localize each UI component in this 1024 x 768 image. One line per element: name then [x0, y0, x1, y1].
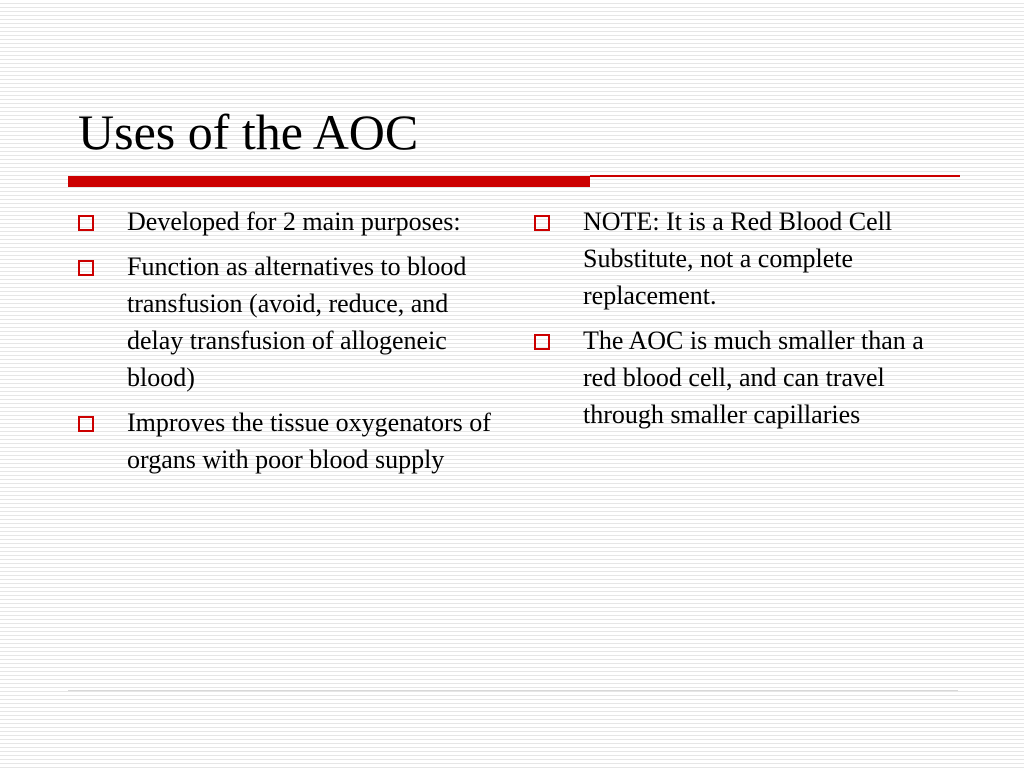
bullet-text: Improves the tissue oxygenators of organs with poor blood supply — [127, 408, 491, 474]
bullet-text: Function as alternatives to blood transfusion (avoid, reduce, and delay transfusion of allogeneic blood) — [127, 252, 467, 392]
hollow-square-bullet-icon — [534, 215, 550, 231]
hollow-square-bullet-icon — [534, 334, 550, 350]
bullet-item — [532, 203, 962, 314]
bullet-item — [76, 404, 506, 478]
hollow-square-bullet-icon — [78, 215, 94, 231]
hollow-square-bullet-icon — [78, 260, 94, 276]
left-bullet-list — [76, 203, 506, 486]
title-underline-thick — [68, 176, 590, 187]
title-underline-thin — [590, 175, 960, 177]
hollow-square-bullet-icon — [78, 416, 94, 432]
right-bullet-list — [532, 203, 962, 441]
bullet-item — [532, 322, 962, 433]
bullet-item — [76, 248, 506, 396]
bullet-text: NOTE: It is a Red Blood Cell Substitute, not a complete replacement. — [583, 207, 893, 310]
bullet-text: The AOC is much smaller than a red blood cell, and can travel through smaller capillaries — [583, 326, 924, 429]
bullet-text: Developed for 2 main purposes: — [127, 207, 461, 236]
footer-divider — [68, 690, 958, 691]
slide-title: Uses of the AOC — [78, 104, 419, 160]
bullet-item — [76, 203, 506, 240]
